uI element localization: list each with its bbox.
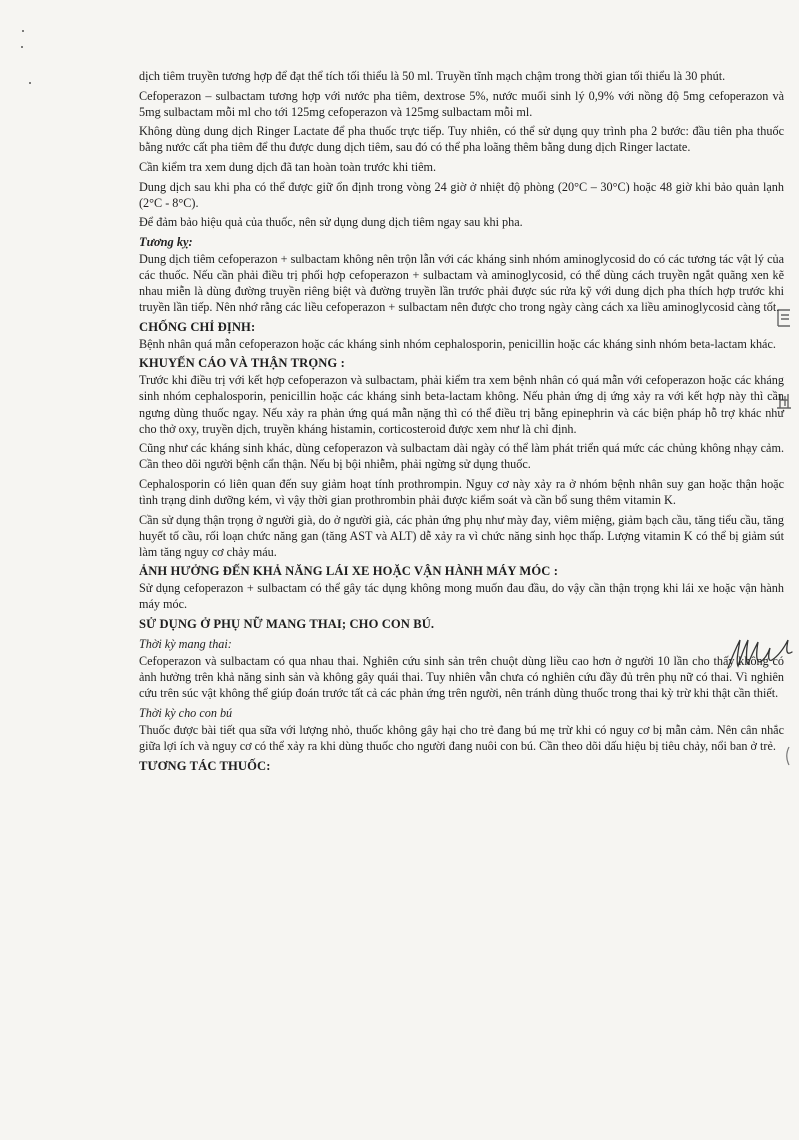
scan-speck: [22, 30, 24, 32]
heading-driving-machinery: ẢNH HƯỞNG ĐẾN KHẢ NĂNG LÁI XE HOẶC VẬN HÀNH MÁY MÓC :: [139, 564, 559, 579]
scan-speck: [21, 46, 23, 48]
document-page: [139, 68, 784, 775]
paragraph-incompatibility: Dung dịch tiêm cefoperazon + sulbactam không nên trộn lẫn với các kháng sinh nhóm aminoglycosid do có các tương tác vật lý của các thuốc. Nếu cần phải điều trị phối hợp cefoperazon + sulbactam và aminoglycosid, có thể dùng cách truyền ngắt quãng xen kẽ nhau miễn là dùng đường truyền riêng biệt và đường truyền lần trước phải được súc rửa kỹ với dung dịch pha thích hợp trước khi truyền lần tiếp. Nên nhớ rằng các liều cefoperazon + sulbactam nên được cho trong ngày càng cách xa liều aminoglycosid càng tốt.: [139, 251, 784, 315]
paragraph-ringer-lactate: Không dùng dung dịch Ringer Lactate để pha thuốc trực tiếp. Tuy nhiên, có thể sử dụng quy trình pha 2 bước: đầu tiên pha thuốc bằng nước cất pha tiêm để thu được dung dịch tiêm, sau đó có thể pha loãng thêm bằng dung dịch Ringer lactate.: [139, 124, 784, 155]
paragraph-stability: Dung dịch sau khi pha có thể được giữ ổn định trong vòng 24 giờ ở nhiệt độ phòng (20°C – 30°C) hoặc 48 giờ khi bảo quản lạnh (2°C - 8°C).: [139, 179, 784, 210]
subheading-lactation: Thời kỳ cho con bú: [139, 706, 233, 721]
scan-speck: [29, 82, 31, 84]
subheading-pregnancy: Thời kỳ mang thai:: [139, 637, 232, 652]
heading-drug-interactions: TƯƠNG TÁC THUỐC:: [139, 759, 271, 773]
heading-pregnancy-lactation: SỬ DỤNG Ở PHỤ NỮ MANG THAI; CHO CON BÚ.: [139, 617, 435, 632]
paragraph-pregnancy: Cefoperazon và sulbactam có qua nhau thai. Nghiên cứu sinh sản trên chuột dùng liều cao hơn ở người 10 lần cho thấy không có ảnh hưởng trên khả năng sinh sản và không gây quái thai. Tuy nhiên vẫn chưa có nghiên cứu đầy đủ trên phụ nữ có thai. Vì nghiên cứu trên súc vật không thể giúp đoán trước tất cả các phản ứng trên người, nên tránh dùng thuốc trong thai kỳ trừ khi thật cần thiết.: [139, 654, 784, 701]
paragraph-check-dissolved: Cần kiểm tra xem dung dịch đã tan hoàn toàn trước khi tiêm.: [139, 159, 437, 174]
paragraph-warnings-2: Cũng như các kháng sinh khác, dùng cefoperazon và sulbactam dài ngày có thể làm phát triển quá mức các chủng không nhạy cảm. Cần theo dõi người bệnh cẩn thận. Nếu bị bội nhiễm, phải ngừng sử dụng thuốc.: [139, 441, 784, 472]
heading-contraindications: CHỐNG CHỈ ĐỊNH:: [139, 319, 256, 334]
paragraph-warnings-4: Cần sử dụng thận trọng ở người già, do ở người già, các phản ứng phụ như mày đay, viêm miệng, giảm bạch cầu, tăng tiểu cầu, tăng huyết tố cầu, rối loạn chức năng gan (tăng AST và ALT) dễ xảy ra vì chức năng sinh học thấp. Lượng vitamin K có thể bị giảm sút làm tăng nguy cơ chảy máu.: [139, 512, 784, 559]
paragraph-dilution: dịch tiêm truyền tương hợp để đạt thể tích tối thiểu là 50 ml. Truyền tĩnh mạch chậm trong thời gian tối thiểu là 30 phút.: [139, 69, 726, 83]
edge-stamp-mark: [783, 745, 793, 767]
paragraph-warnings-1: Trước khi điều trị với kết hợp cefoperazon và sulbactam, phải kiểm tra xem bệnh nhân có quá mẫn với cefoperazon hoặc các kháng sinh nhóm cephalosporin, penicillin hoặc các kháng sinh beta-lactam không. Nếu phản ứng dị ứng xảy ra với kết hợp này thì cần ngưng dùng thuốc ngay. Nếu xảy ra phản ứng quá mẫn nặng thì có thể điều trị bằng epinephrin và các biện pháp hỗ trợ khác như cho thở oxy, truyền dịch, truyền kháng histamin, corticosteroid được xem như là chỉ định.: [139, 373, 784, 436]
paragraph-compatibility: Cefoperazon – sulbactam tương hợp với nước pha tiêm, dextrose 5%, nước muối sinh lý 0,9% với nồng độ 5mg cefoperazon và 5mg sulbactam mỗi ml cho tới 125mg cefoperazon và 125mg sulbactam mỗi ml.: [139, 88, 784, 119]
paragraph-warnings-3: Cephalosporin có liên quan đến suy giảm hoạt tính prothrompin. Nguy cơ này xảy ra ở nhóm bệnh nhân suy gan hoặc thận hoặc tình trạng dinh dưỡng kém, vì vậy thời gian prothrombin phải được kiểm soát và cần bổ sung thêm vitamin K.: [139, 476, 784, 507]
paragraph-lactation: Thuốc được bài tiết qua sữa với lượng nhỏ, thuốc không gây hại cho trẻ đang bú mẹ trừ khi có nguy cơ bị mẫn cảm. Nên cân nhắc giữa lợi ích và nguy cơ có thể xảy ra khi dùng thuốc cho người đang nuôi con bú. Cần theo dõi dấu hiệu bị tiêu chảy, nổi ban ở trẻ.: [139, 723, 784, 754]
paragraph-driving-machinery: Sử dụng cefoperazon + sulbactam có thể gây tác dụng không mong muốn đau đầu, do vậy cần thận trọng khi lái xe hoặc vận hành máy móc.: [139, 581, 784, 612]
paragraph-use-immediately: Để đảm bảo hiệu quả của thuốc, nên sử dụng dung dịch tiêm ngay sau khi pha.: [139, 215, 523, 230]
paragraph-contraindications: Bệnh nhân quá mẫn cefoperazon hoặc các kháng sinh nhóm cephalosporin, penicillin hoặc các kháng sinh nhóm beta-lactam khác.: [139, 336, 776, 351]
heading-warnings-precautions: KHUYẾN CÁO VÀ THẬN TRỌNG :: [139, 356, 345, 371]
heading-incompatibility: Tương kỵ:: [139, 234, 193, 249]
